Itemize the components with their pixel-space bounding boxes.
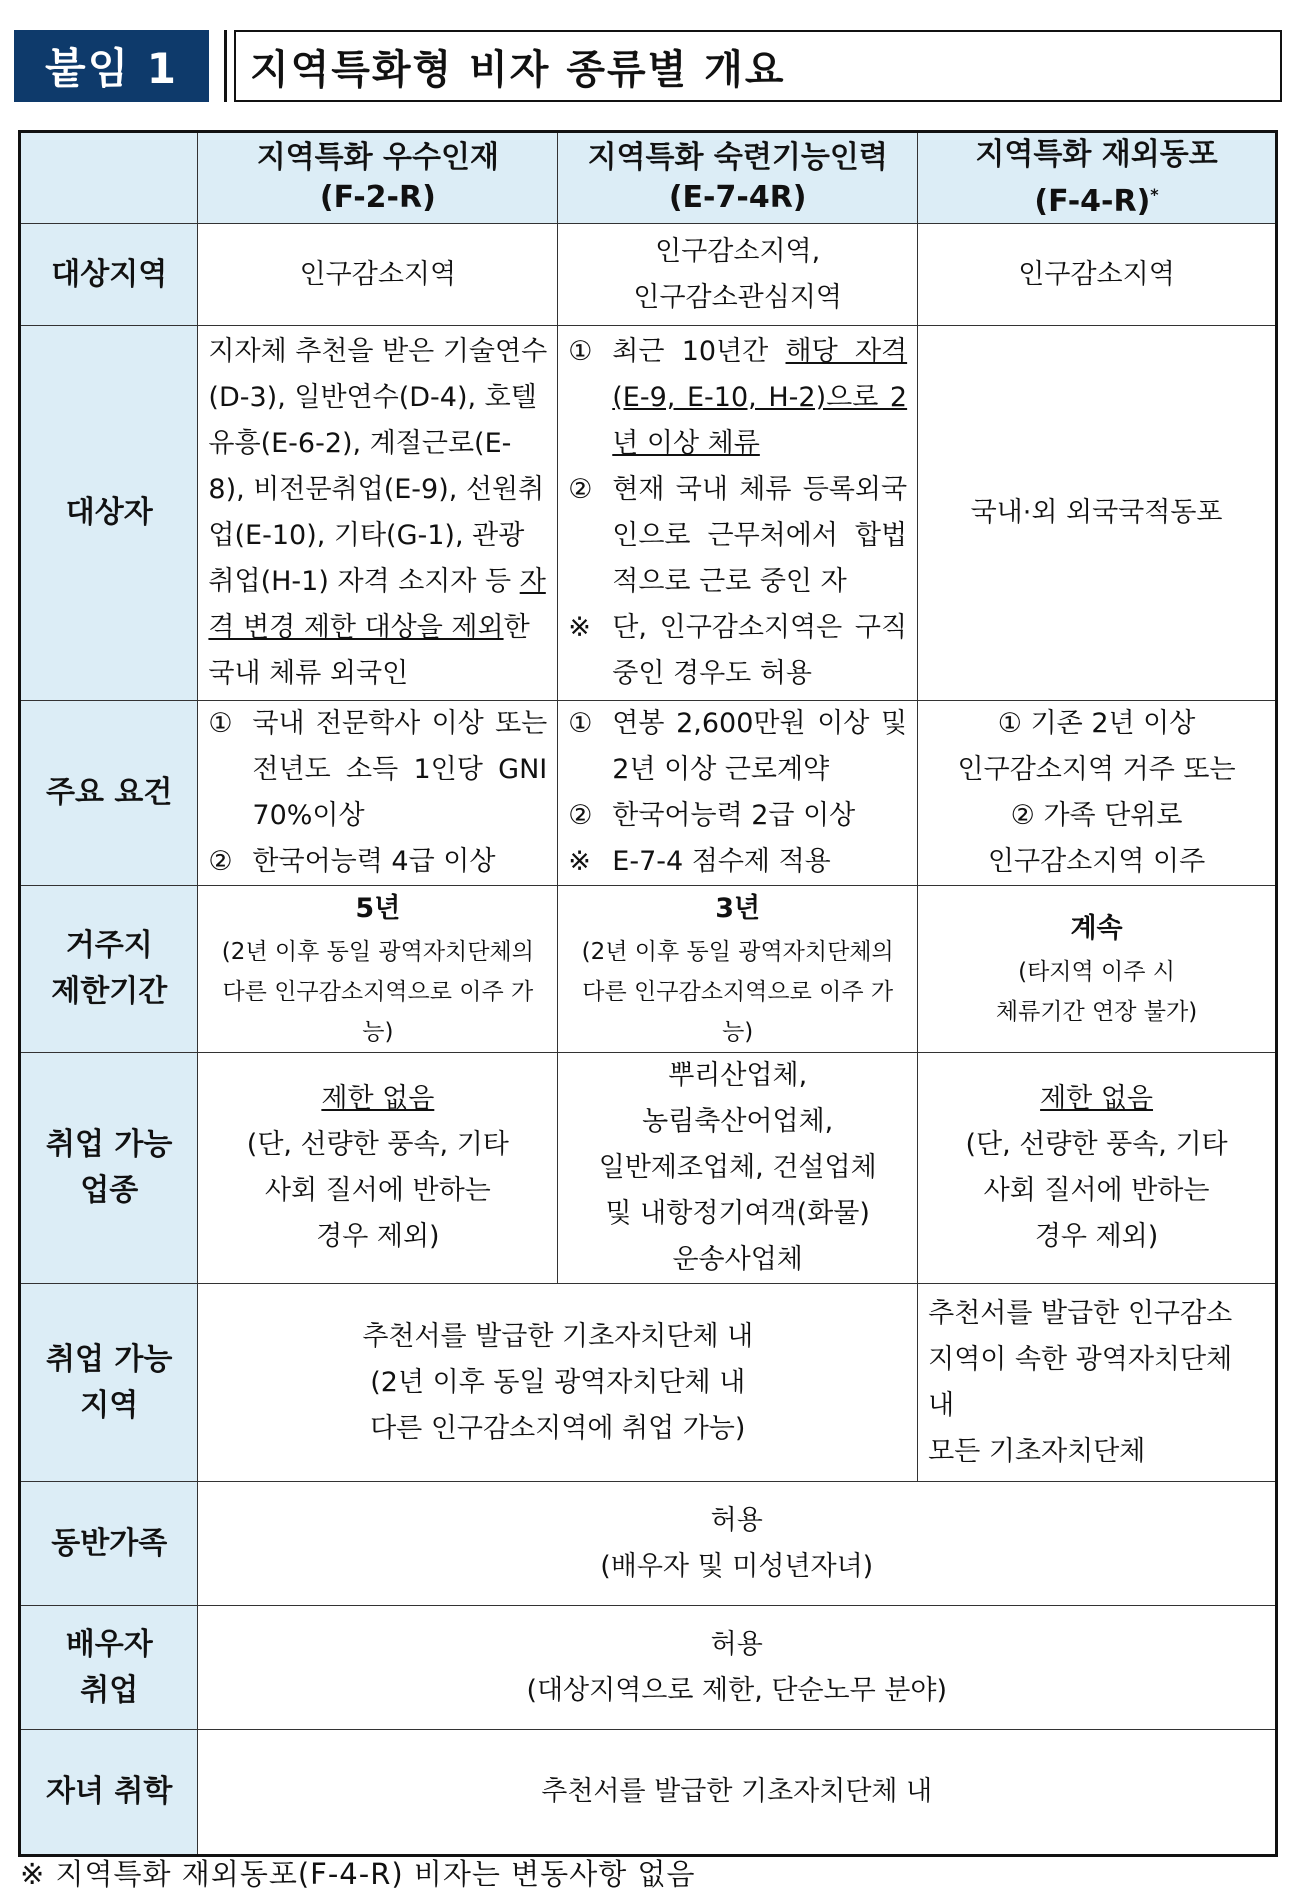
cell-sector-f2r: 제한 없음 (단, 선량한 풍속, 기타 사회 질서에 반하는 경우 제외) [198, 1053, 558, 1284]
cell-region-f2r: 인구감소지역 [198, 224, 558, 326]
table-row [20, 701, 1277, 886]
header-corner-cell [20, 132, 198, 224]
cell-spouse-work: 허용 (대상지역으로 제한, 단순노무 분야) [198, 1606, 1277, 1730]
row-label-residence-limit: 거주지 제한기간 [20, 886, 198, 1053]
cell-req-e74r: ① 연봉 2,600만원 이상 및 2년 이상 근로계약 ② 한국어능력 2급 이상 ※ E-7-4 점수제 적용 [558, 701, 918, 886]
cell-person-f2r: 지자체 추천을 받은 기술연수(D-3), 일반연수(D-4), 호텔유흥(E-6-2), 계절근로(E-8), 비전문취업(E-9), 선원취업(E-10), 기타(G-1), 관광취업(H-1) 자격 소지자 등 자격 변경 제한 대상을 제외한 국내 체류 외국인 [198, 326, 558, 701]
cell-job-region-merged: 추천서를 발급한 기초자치단체 내 (2년 이후 동일 광역자치단체 내 다른 인구감소지역에 취업 가능) [198, 1284, 918, 1482]
cell-residence-f2r: 5년 (2년 이후 동일 광역자치단체의 다른 인구감소지역으로 이주 가능) [198, 886, 558, 1053]
row-label-children-school: 자녀 취학 [20, 1730, 198, 1856]
column-header-f4r: 지역특화 재외동포 (F-4-R)* [918, 132, 1277, 224]
table-row [20, 1053, 1277, 1284]
cell-family: 허용 (배우자 및 미성년자녀) [198, 1482, 1277, 1606]
column-header-e74r: 지역특화 숙련기능인력 (E-7-4R) [558, 132, 918, 224]
cell-region-f4r: 인구감소지역 [918, 224, 1277, 326]
row-label-job-sector: 취업 가능 업종 [20, 1053, 198, 1284]
cell-person-f4r: 국내·외 외국국적동포 [918, 326, 1277, 701]
table-row [20, 1482, 1277, 1606]
cell-residence-f4r: 계속 (타지역 이주 시 체류기간 연장 불가) [918, 886, 1277, 1053]
table-row [20, 1284, 1277, 1482]
table-row [20, 326, 1277, 701]
row-label-family: 동반가족 [20, 1482, 198, 1606]
attachment-badge: 붙임 1 [14, 30, 209, 102]
row-label-job-region: 취업 가능 지역 [20, 1284, 198, 1482]
row-label-target-region: 대상지역 [20, 224, 198, 326]
page-title [234, 30, 1282, 102]
cell-residence-e74r: 3년 (2년 이후 동일 광역자치단체의 다른 인구감소지역으로 이주 가능) [558, 886, 918, 1053]
cell-sector-f4r: 제한 없음 (단, 선량한 풍속, 기타 사회 질서에 반하는 경우 제외) [918, 1053, 1277, 1284]
table-row [20, 224, 1277, 326]
cell-region-e74r: 인구감소지역, 인구감소관심지역 [558, 224, 918, 326]
row-label-target-person: 대상자 [20, 326, 198, 701]
table-row [20, 1606, 1277, 1730]
table-row [20, 1730, 1277, 1856]
column-header-f2r: 지역특화 우수인재 (F-2-R) [198, 132, 558, 224]
visa-overview-table [18, 130, 1278, 1857]
table-row [20, 886, 1277, 1053]
cell-job-region-f4r: 추천서를 발급한 인구감소 지역이 속한 광역자치단체 내 모든 기초자치단체 [918, 1284, 1277, 1482]
cell-req-f2r: ① 국내 전문학사 이상 또는 전년도 소득 1인당 GNI 70%이상 ② 한국어능력 4급 이상 [198, 701, 558, 886]
row-label-spouse-work: 배우자 취업 [20, 1606, 198, 1730]
row-label-requirements: 주요 요건 [20, 701, 198, 886]
table-header-row [20, 132, 1277, 224]
cell-person-e74r: ① 최근 10년간 해당 자격(E-9, E-10, H-2)으로 2년 이상 체류 ② 현재 국내 체류 등록외국인으로 근무처에서 합법적으로 근로 중인 자 ※ 단, 인구감소지역은 구직 중인 경우도 허용 [558, 326, 918, 701]
footnote: ※ 지역특화 재외동포(F-4-R) 비자는 변동사항 없음 [20, 1857, 696, 1891]
cell-req-f4r: ① 기존 2년 이상 인구감소지역 거주 또는 ② 가족 단위로 인구감소지역 이주 [918, 701, 1277, 886]
page-title-text: 지역특화형 비자 종류별 개요 [250, 46, 786, 93]
cell-children-school: 추천서를 발급한 기초자치단체 내 [198, 1730, 1277, 1856]
cell-sector-e74r: 뿌리산업체, 농림축산어업체, 일반제조업체, 건설업체 및 내항정기여객(화물) 운송사업체 [558, 1053, 918, 1284]
